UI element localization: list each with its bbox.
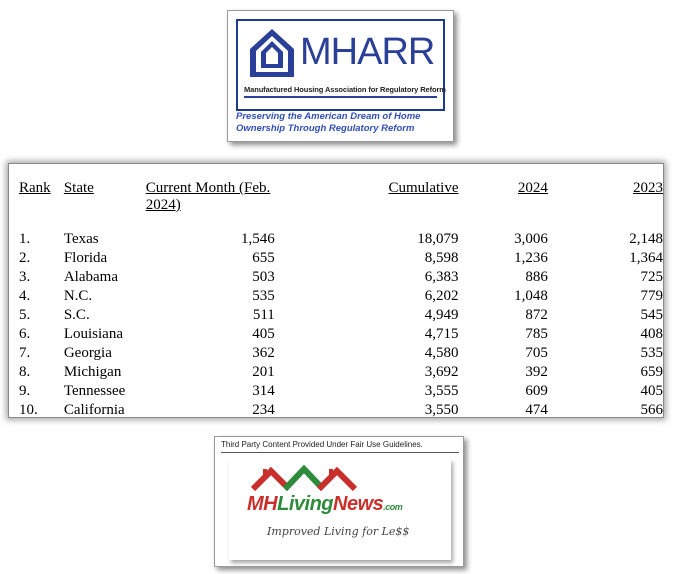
mharr-full-name: Manufactured Housing Association for Regulatory Reform [244,85,446,94]
cell-cumulative: 6,383 [424,269,459,285]
mharr-tagline [236,111,449,135]
cell-y2023: 405 [640,383,663,399]
cell-y2023: 725 [640,269,663,285]
cell-cumulative: 3,555 [424,383,459,399]
cell-y2024: 705 [525,345,548,361]
cell-rank: 3. [19,269,31,285]
cell-state: S.C. [63,307,90,323]
table-row [19,230,663,249]
table-spacer-row [19,214,663,230]
table-header-row [19,180,663,214]
table-row [19,249,663,268]
cell-y2023: 408 [640,326,663,342]
cell-current: 655 [252,250,275,266]
header-cumulative: Cumulative [388,180,459,196]
cell-y2024: 1,236 [514,250,548,266]
cell-y2023: 659 [640,364,663,380]
cell-y2024: 1,048 [514,288,548,304]
wordmark-news: News [333,493,384,515]
cell-y2024: 3,006 [514,231,548,247]
table-row [19,344,663,363]
cell-rank: 1. [19,231,31,247]
header-2024: 2024 [517,180,548,196]
cell-cumulative: 18,079 [417,231,459,247]
cell-state: Tennessee [63,383,126,399]
cell-cumulative: 4,715 [424,326,459,342]
table-row [19,268,663,287]
cell-cumulative: 6,202 [424,288,459,304]
cell-y2023: 1,364 [629,250,663,266]
cell-rank: 9. [19,383,31,399]
mharr-tagline-line1: Preserving the American Dream of Home [236,111,421,122]
cell-rank: 6. [19,326,31,342]
cell-current: 201 [252,364,275,380]
wordmark-mh: MH [247,493,278,515]
state-ranking-table-card [8,163,664,418]
cell-state: California [63,402,125,418]
header-state: State [63,180,94,196]
mhlivingnews-logo [214,436,464,567]
cell-state: Texas [63,231,99,247]
cell-y2023: 779 [640,288,663,304]
cell-y2024: 872 [525,307,548,323]
cell-rank: 7. [19,345,31,361]
cell-y2024: 609 [525,383,548,399]
table-row [19,325,663,344]
cell-state: N.C. [63,288,93,304]
cell-rank: 10. [19,402,38,418]
mhlivingnews-logo-frame [229,459,451,560]
cell-current: 503 [252,269,275,285]
cell-y2024: 785 [525,326,548,342]
mharr-wordmark: MHARR [300,31,435,73]
cell-state: Georgia [63,345,112,361]
state-ranking-table [19,180,663,420]
cell-state: Florida [63,250,108,266]
wordmark-com: .com [383,502,403,512]
cell-current: 535 [252,288,275,304]
mharr-divider [244,96,437,98]
cell-y2024: 474 [525,402,548,418]
table-row [19,382,663,401]
rooftops-icon [249,463,359,493]
cell-cumulative: 4,580 [424,345,459,361]
mhlivingnews-tagline: Improved Living for Le$$ [267,525,410,538]
wordmark-living: Living [277,493,333,515]
cell-cumulative: 3,692 [424,364,459,380]
house-icon [248,27,296,79]
cell-rank: 4. [19,288,31,304]
table-body [19,214,663,420]
cell-cumulative: 8,598 [424,250,459,266]
table-row [19,287,663,306]
cell-state: Alabama [63,269,118,285]
cell-y2023: 545 [640,307,663,323]
fair-use-divider [221,452,459,453]
cell-rank: 5. [19,307,31,323]
cell-y2023: 2,148 [629,231,663,247]
cell-state: Louisiana [63,326,123,342]
mharr-tagline-line2: Ownership Through Regulatory Reform [236,123,415,134]
cell-cumulative: 4,949 [424,307,459,323]
table-row [19,401,663,420]
table-row [19,306,663,325]
header-rank: Rank [19,180,51,196]
cell-current: 234 [252,402,275,418]
cell-y2024: 886 [525,269,548,285]
cell-y2023: 535 [640,345,663,361]
cell-current: 511 [252,307,275,323]
cell-y2024: 392 [525,364,548,380]
mharr-logo-frame [236,19,445,111]
header-current-month: Current Month (Feb. 2024) [145,180,271,213]
cell-state: Michigan [63,364,122,380]
fair-use-note: Third Party Content Provided Under Fair Use Guidelines. [221,440,423,449]
cell-rank: 2. [19,250,31,266]
cell-rank: 8. [19,364,31,380]
cell-current: 405 [252,326,275,342]
mhlivingnews-wordmark [247,493,402,516]
cell-current: 314 [252,383,275,399]
cell-current: 362 [252,345,275,361]
mharr-logo [227,10,454,142]
cell-y2023: 566 [640,402,663,418]
cell-current: 1,546 [241,231,275,247]
header-2023: 2023 [633,180,663,196]
table-row [19,363,663,382]
cell-cumulative: 3,550 [424,402,459,418]
